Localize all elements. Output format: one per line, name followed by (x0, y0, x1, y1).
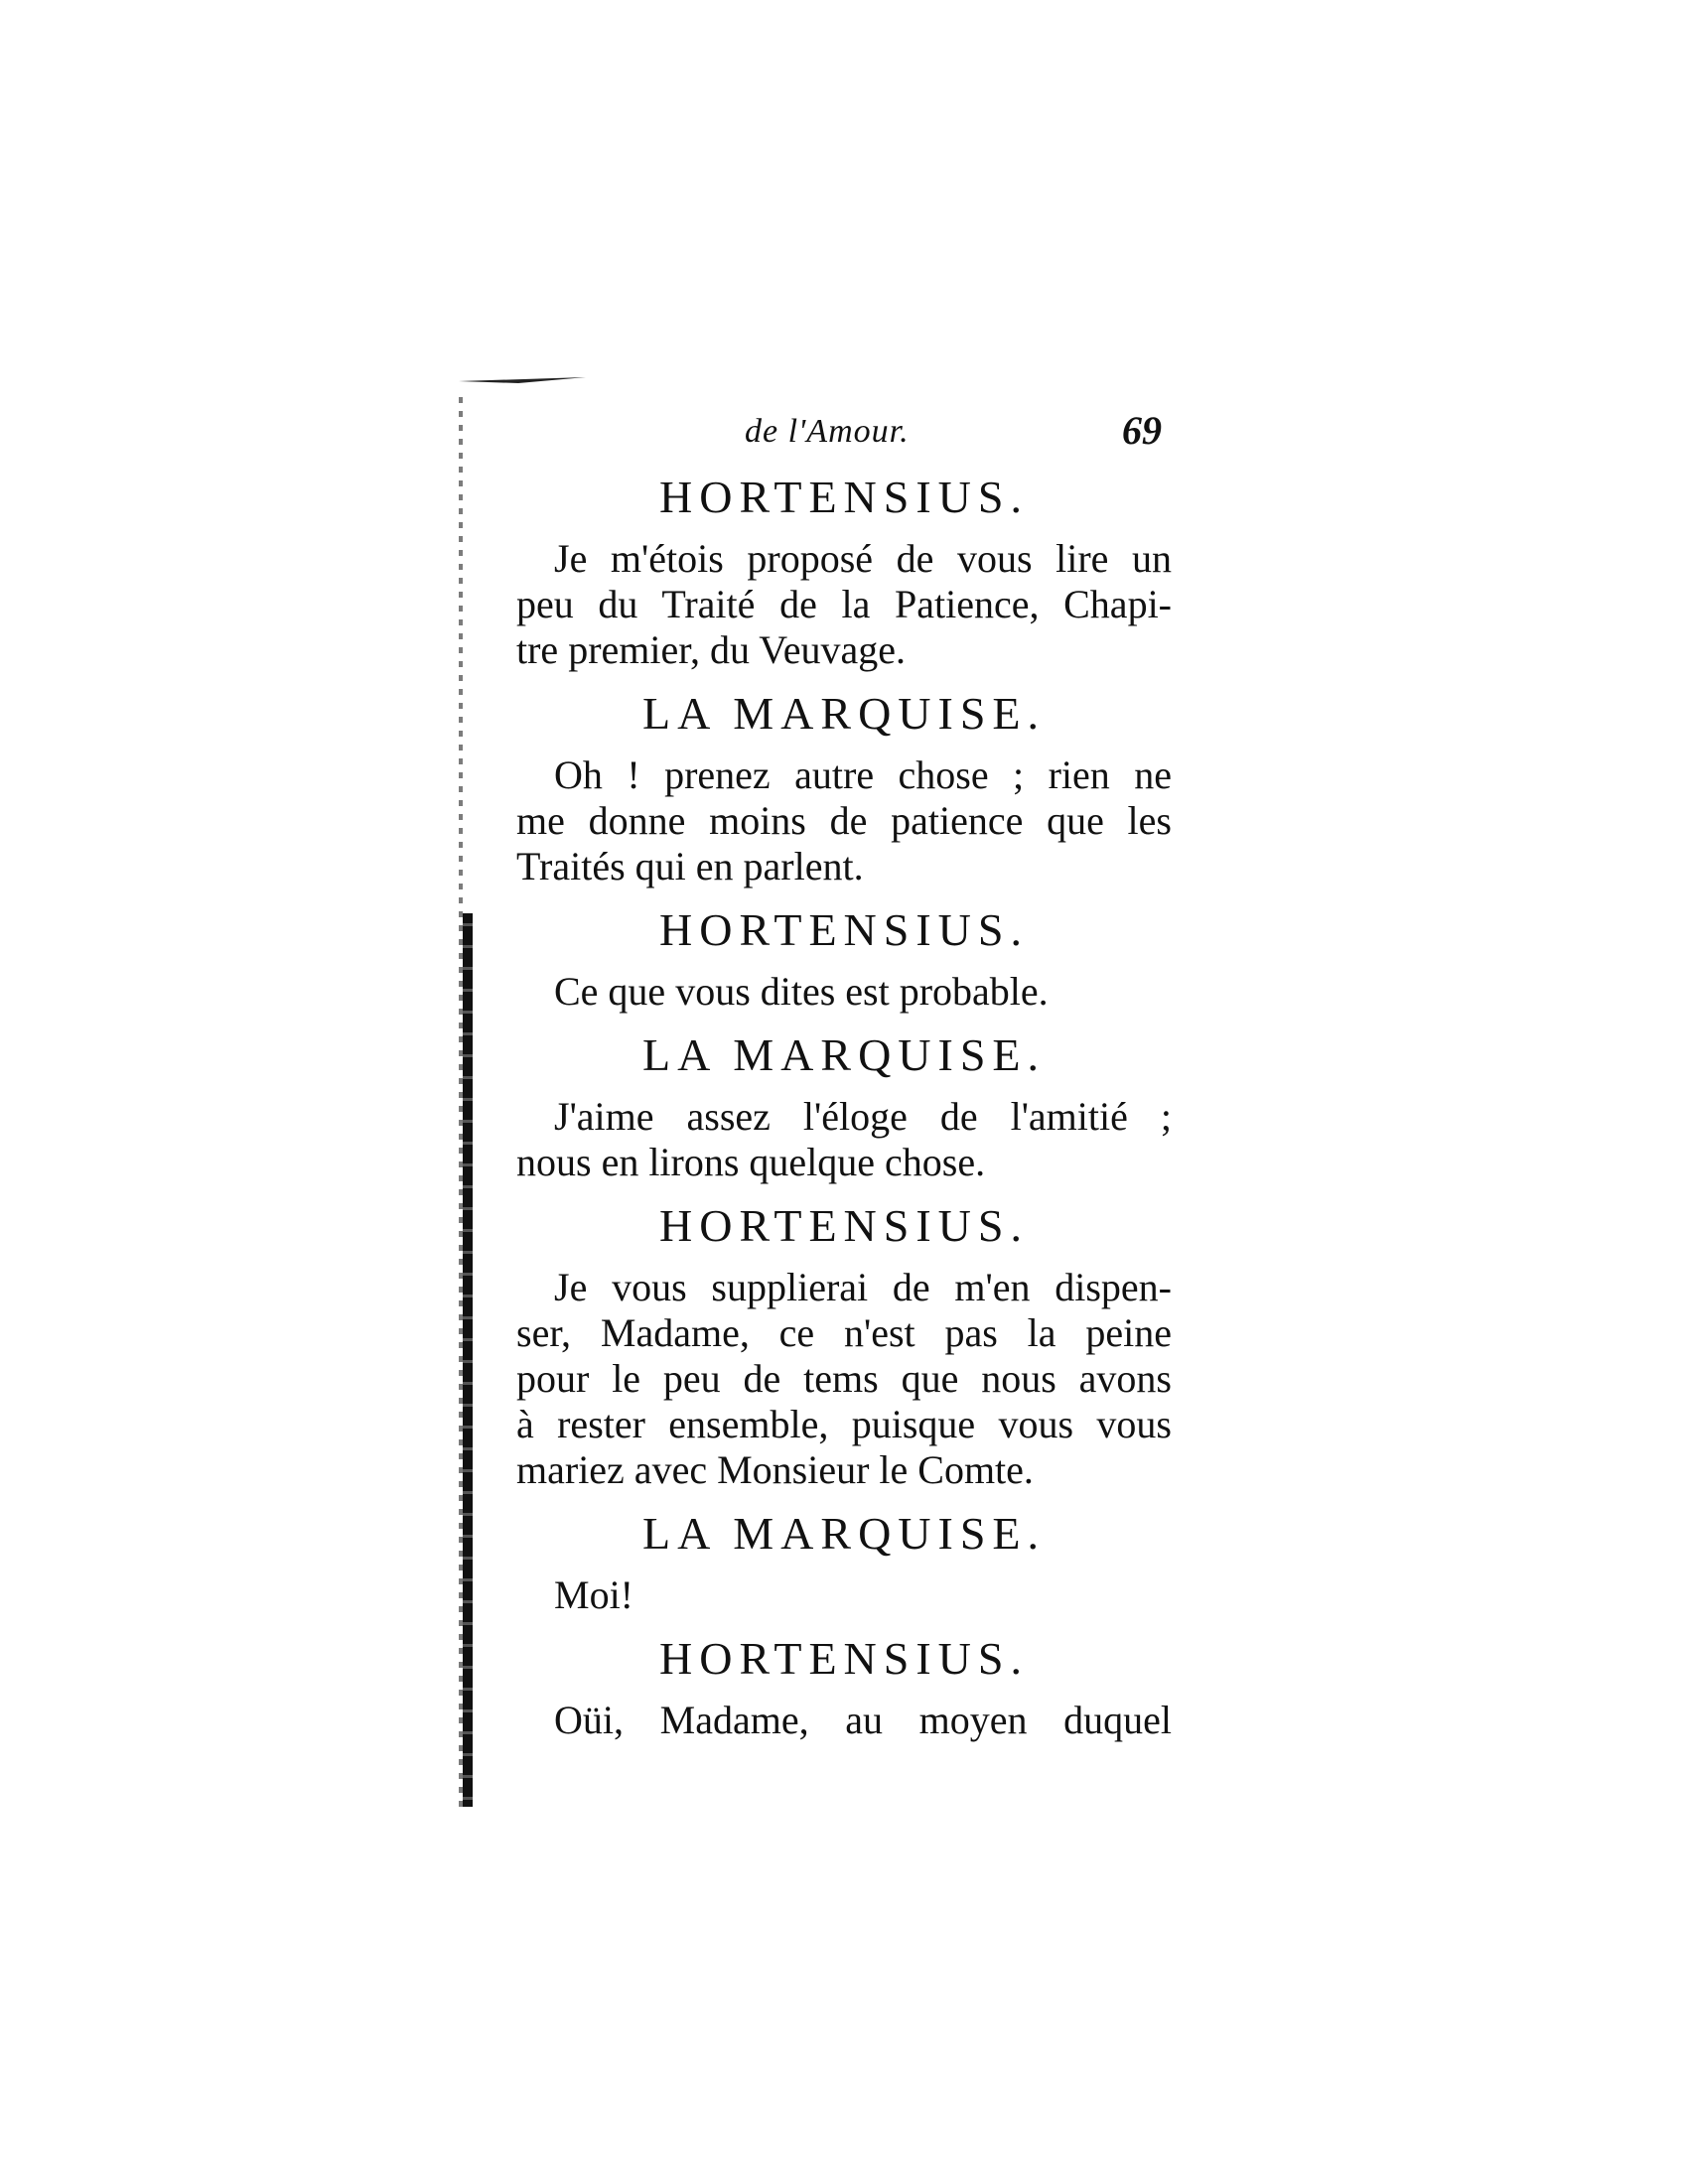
speaker-name: HORTENSIUS. (659, 1200, 1029, 1251)
speaker-name: LA MARQUISE. (641, 688, 1047, 739)
speech-line: mariez avec Monsieur le Comte. (516, 1447, 1034, 1492)
speech (516, 1572, 1172, 1618)
speaker-name: HORTENSIUS. (659, 1633, 1029, 1684)
speech (516, 1265, 1172, 1493)
speaker-name: HORTENSIUS. (659, 904, 1029, 955)
speech (516, 536, 1172, 673)
speech (516, 1094, 1172, 1185)
speech-line: me donne moins de patience que les (516, 798, 1172, 843)
speaker-name: LA MARQUISE. (641, 1029, 1047, 1080)
speech-line: Traités qui en parlent. (516, 844, 864, 888)
running-title: de l'Amour. (745, 413, 910, 450)
speech-line: Je m'étois proposé de vous lire un (554, 536, 1172, 581)
speech-line: Je vous supplierai de m'en dispen- (554, 1265, 1172, 1309)
speech-line: tre premier, du Veuvage. (516, 627, 906, 672)
speech-line: ser, Madame, ce n'est pas la peine (516, 1310, 1172, 1355)
speech-line: Ce que vous dites est probable. (554, 969, 1049, 1014)
speech-line: peu du Traité de la Patience, Chapi- (516, 582, 1172, 626)
binding-edge (459, 397, 475, 1807)
speech (516, 752, 1172, 889)
speaker-name: HORTENSIUS. (659, 472, 1029, 522)
page-corner-rule (459, 375, 588, 389)
text-block (516, 407, 1172, 1753)
speech-line: à rester ensemble, puisque vous vous (516, 1402, 1172, 1446)
speech-line: nous en lirons quelque chose. (516, 1140, 986, 1184)
speech-line: J'aime assez l'éloge de l'amitié ; (554, 1094, 1172, 1139)
running-head (516, 407, 1172, 467)
speech-line: Oh ! prenez autre chose ; rien ne (554, 752, 1172, 797)
speech (516, 1698, 1172, 1743)
speech (516, 969, 1172, 1015)
speech-line: Oüi, Madame, au moyen duquel (554, 1698, 1172, 1742)
speech-line: pour le peu de tems que nous avons (516, 1356, 1172, 1401)
speaker-name: LA MARQUISE. (641, 1508, 1047, 1559)
page-number: 69 (1122, 408, 1162, 453)
speech-line: Moi! (554, 1572, 633, 1617)
